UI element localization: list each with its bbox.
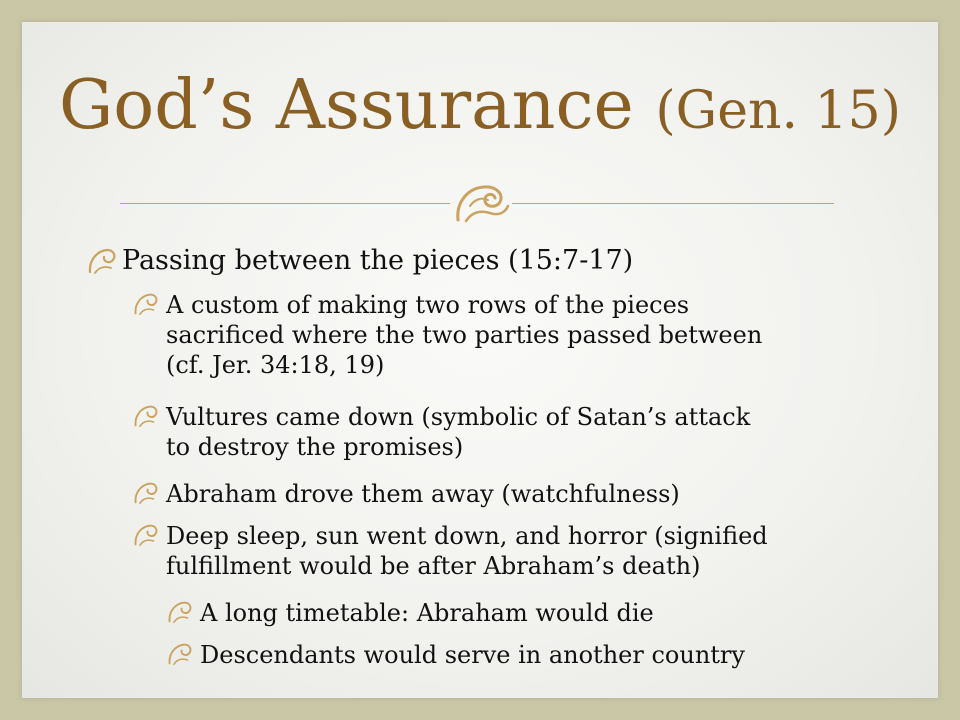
list-item	[132, 290, 762, 380]
list-item	[132, 402, 750, 462]
title-main: God’s Assurance	[58, 66, 634, 145]
scroll-flourish-bullet-icon	[166, 600, 192, 624]
title-divider-right	[512, 203, 834, 204]
bullet-heading-text: Passing between the pieces (15:7-17)	[122, 245, 634, 276]
bullet-text-line: sacrificed where the two parties passed between	[166, 321, 763, 349]
scroll-flourish-bullet-icon	[132, 481, 158, 505]
title-divider-left	[120, 203, 450, 204]
bullet-text-line: Deep sleep, sun went down, and horror (signified	[166, 522, 768, 550]
scroll-flourish-bullet-icon	[132, 404, 158, 428]
list-item	[132, 521, 768, 581]
bullet-text-line: to destroy the promises)	[166, 433, 464, 461]
scroll-flourish-icon	[450, 182, 512, 224]
list-item	[86, 245, 633, 277]
bullet-text-line: Abraham drove them away (watchfulness)	[166, 480, 680, 508]
bullet-text-line: fulfillment would be after Abraham’s death)	[166, 552, 701, 580]
list-item	[166, 598, 654, 628]
slide-title	[0, 66, 960, 145]
bullet-text-line: Vultures came down (symbolic of Satan’s attack	[166, 403, 751, 431]
title-reference: (Gen. 15)	[655, 81, 901, 141]
sub-bullet-text: Descendants would serve in another country	[200, 641, 745, 669]
scroll-flourish-bullet-icon	[132, 523, 158, 547]
scroll-flourish-bullet-icon	[166, 642, 192, 666]
sub-bullet-text: A long timetable: Abraham would die	[200, 599, 654, 627]
scroll-flourish-bullet-icon	[86, 247, 116, 275]
scroll-flourish-bullet-icon	[132, 292, 158, 316]
list-item	[166, 640, 745, 670]
list-item	[132, 479, 680, 509]
bullet-text-line: A custom of making two rows of the pieces	[166, 291, 690, 319]
bullet-text-line: (cf. Jer. 34:18, 19)	[166, 351, 385, 379]
